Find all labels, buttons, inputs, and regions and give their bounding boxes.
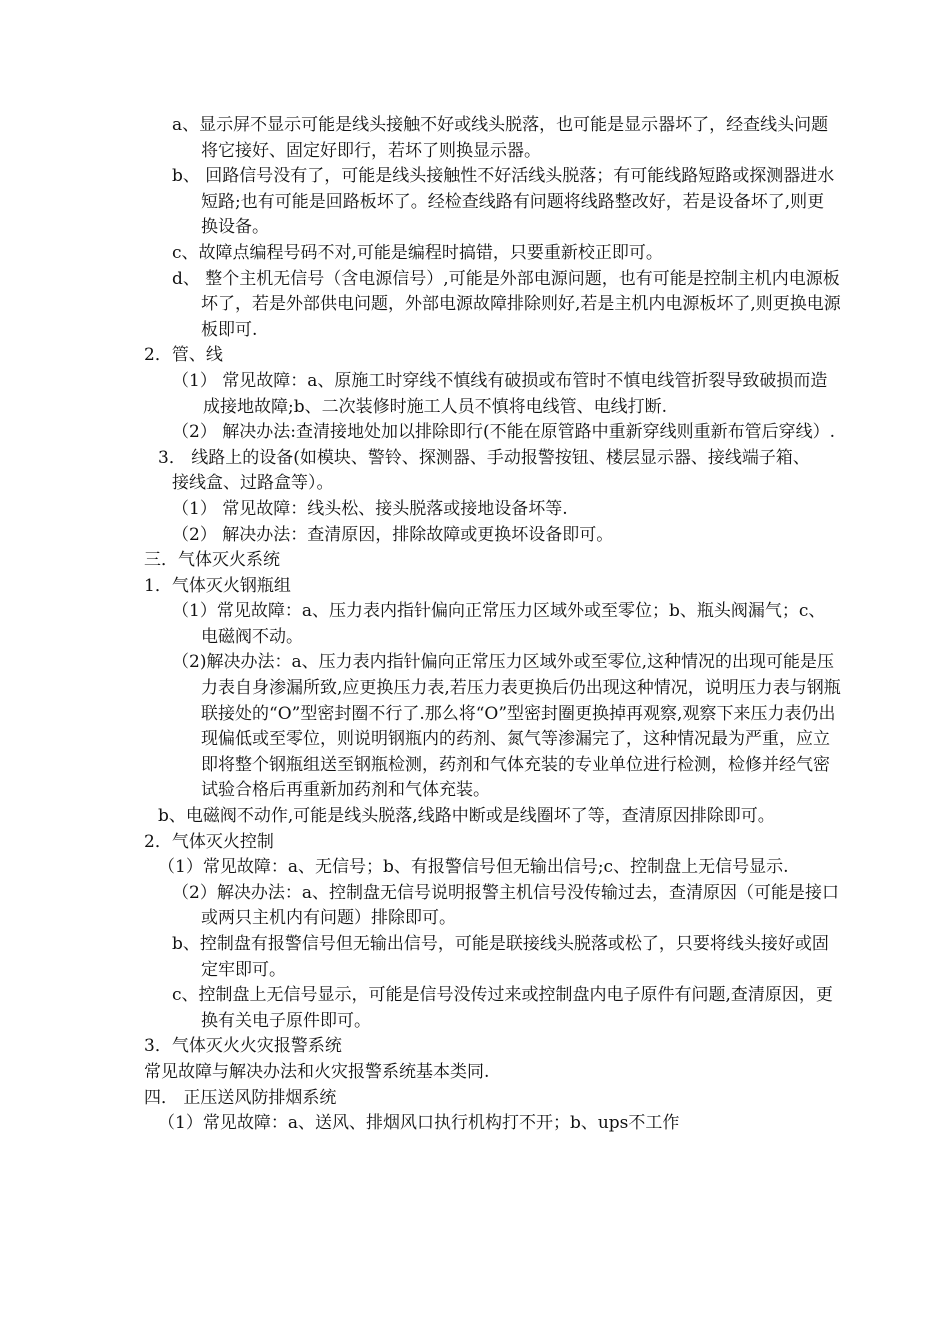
section-heading-gas-extinguishing: 三．气体灭火系统 xyxy=(144,550,280,571)
smoke-exhaust-common-faults: （1）常见故障：a、送风、排烟风口执行机构打不开；b、ups不工作 xyxy=(158,1113,680,1134)
section-heading-smoke-exhaust: 四． 正压送风防排烟系统 xyxy=(144,1087,337,1108)
heading-gas-control: 2．气体灭火控制 xyxy=(144,831,274,852)
cylinder-solution: （2)解决办法：a、压力表内指针偏向正常压力区域外或至零位,这种情况的出现可能是压力表自身渗漏所致,应更换压力表,若压力表更换后仍出现这种情况，说明压力表与钢瓶联接处的“O”型密封圈不行了.那么将“O”型密封圈更换掉再观察,观察下来压力表仍出现偏低或至零位，则说明钢瓶内的药剂、氮气等渗漏完了，这种情况最为严重，应立即将整个钢瓶组送至钢瓶检测，药剂和气体充装的专业单位进行检测，检修并经气密试验合格后再重新加药剂和气体充装。 xyxy=(172,652,841,801)
item-b-loop-signal: b、 回路信号没有了，可能是线头接触性不好活线头脱落；有可能线路短路或探测器进水短路;也有可能是回路板坏了。经检查线路有问题将线路整改好，若是设备坏了,则更换设备。 xyxy=(172,166,835,238)
devices-common-faults: （1） 常见故障：线头松、接头脱落或接地设备坏等. xyxy=(172,498,568,519)
devices-solution: （2） 解决办法：查清原因，排除故障或更换坏设备即可。 xyxy=(172,524,614,545)
item-d-host-power: d、 整个主机无信号（含电源信号）,可能是外部电源问题，也有可能是控制主机内电源板坏了，若是外部供电问题，外部电源故障排除则好,若是主机内电源板坏了,则更换电源板即可. xyxy=(172,268,841,340)
control-solution-c: c、控制盘上无信号显示，可能是信号没传过来或控制盘内电子原件有问题,查清原因，更换有关电子原件即可。 xyxy=(172,985,833,1031)
cylinder-common-faults: （1）常见故障：a、压力表内指针偏向正常压力区域外或至零位；b、瓶头阀漏气；c、电磁阀不动。 xyxy=(172,601,826,647)
document-body xyxy=(0,113,950,1137)
heading-gas-cylinder-group: 1．气体灭火钢瓶组 xyxy=(144,575,291,596)
control-solution-b: b、控制盘有报警信号但无输出信号，可能是联接线头脱落或松了，只要将线头接好或固定牢即可。 xyxy=(172,934,829,980)
pipes-common-faults: （1） 常见故障：a、原施工时穿线不慎线有破损或布管时不慎电线管折裂导致破损而造成接地故障;b、二次装修时施工人员不慎将电线管、电线打断. xyxy=(172,370,828,417)
pipes-solution: （2） 解决办法:查清接地处加以排除即行(不能在原管路中重新穿线则重新布管后穿线）. xyxy=(172,422,835,443)
item-a-display: a、显示屏不显示可能是线头接触不好或线头脱落，也可能是显示器坏了，经查线头问题将它接好、固定好即行，若坏了则换显示器。 xyxy=(172,115,829,161)
item-c-programming: c、故障点编程号码不对,可能是编程时搞错，只要重新校正即可。 xyxy=(172,242,663,263)
heading-gas-fire-alarm: 3．气体灭火火灾报警系统 xyxy=(144,1036,342,1057)
control-common-faults: （1）常见故障：a、无信号；b、有报警信号但无输出信号;c、控制盘上无信号显示. xyxy=(158,857,789,878)
heading-line-devices: 3． 线路上的设备(如模块、警铃、探测器、手动报警按钮、楼层显示器、接线端子箱、接线盒、过路盒等）。 xyxy=(158,447,810,494)
control-solution-a: （2）解决办法：a、控制盘无信号说明报警主机信号没传输过去，查清原因（可能是接口或两只主机内有问题）排除即可。 xyxy=(172,882,839,929)
gas-fire-alarm-note: 常见故障与解决办法和火灾报警系统基本类同. xyxy=(144,1061,490,1082)
cylinder-solution-b: b、电磁阀不动作,可能是线头脱落,线路中断或是线圈坏了等，查清原因排除即可。 xyxy=(158,806,775,827)
heading-pipes-wires: 2．管、线 xyxy=(144,345,223,366)
